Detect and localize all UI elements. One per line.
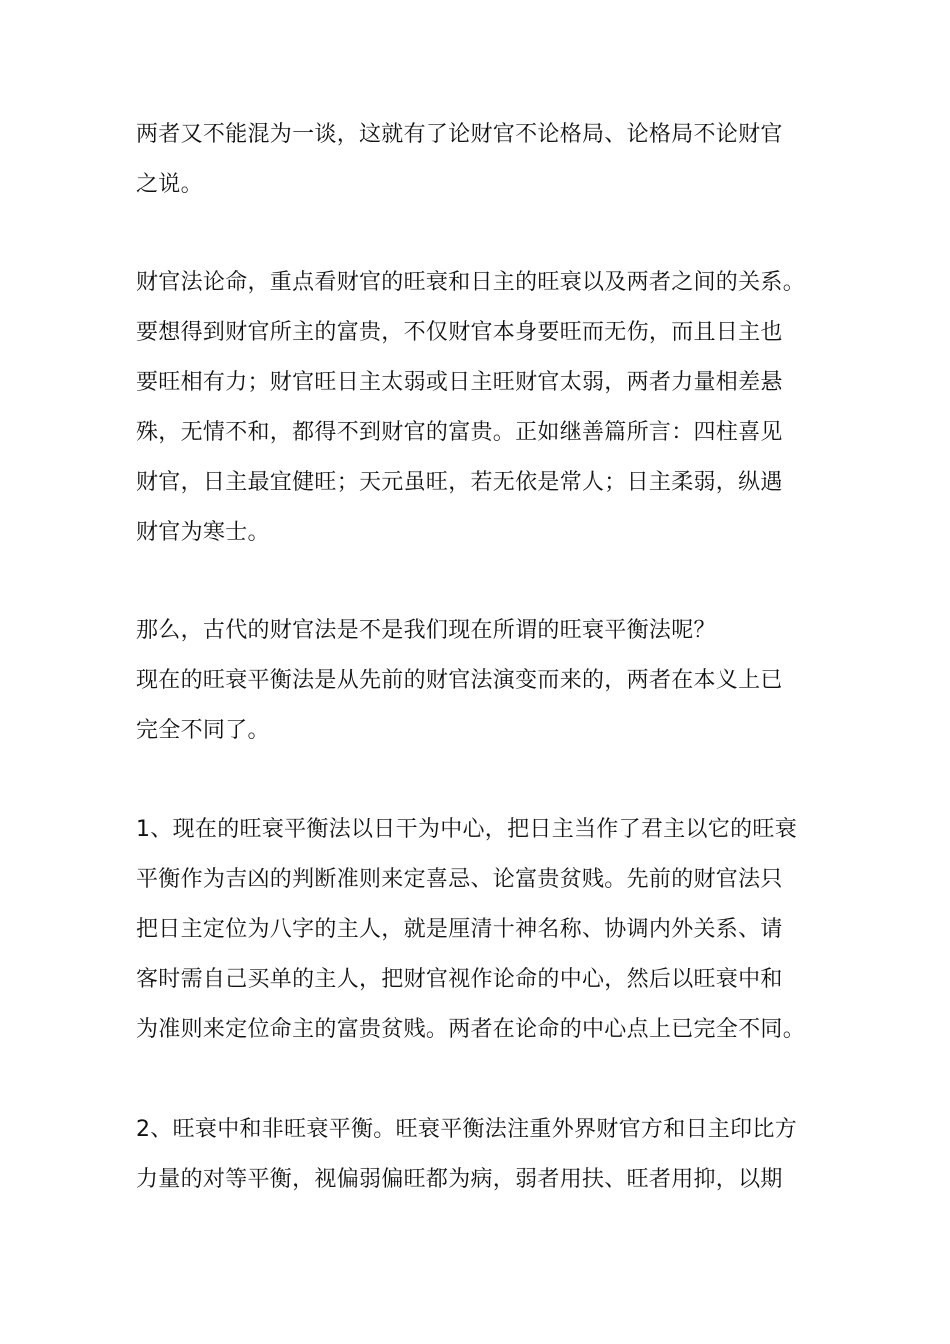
paragraph-1-line-2: 之说。 — [136, 172, 203, 197]
paragraph-4-line-2: 平衡作为吉凶的判断准则来定喜忌、论富贵贫贱。先前的财官法只 — [136, 867, 783, 892]
paragraph-4-line-3: 把日主定位为八字的主人，就是厘清十神名称、协调内外关系、请 — [136, 917, 783, 942]
paragraph-5-line-1: 2、旺衰中和非旺衰平衡。旺衰平衡法注重外界财官方和日主印比方 — [136, 1117, 797, 1142]
paragraph-4-line-1: 1、现在的旺衰平衡法以日干为中心，把日主当作了君主以它的旺衰 — [136, 817, 797, 842]
paragraph-2-line-3: 要旺相有力；财官旺日主太弱或日主旺财官太弱，两者力量相差悬 — [136, 370, 783, 395]
paragraph-3-line-2: 现在的旺衰平衡法是从先前的财官法演变而来的，两者在本义上已 — [136, 668, 783, 693]
paragraph-2-line-2: 要想得到财官所主的富贵，不仅财官本身要旺而无伤，而且日主也 — [136, 320, 783, 345]
paragraph-2-line-6: 财官为寒士。 — [136, 520, 270, 545]
paragraph-3-line-1: 那么，古代的财官法是不是我们现在所谓的旺衰平衡法呢？ — [136, 618, 716, 643]
paragraph-2-line-1: 财官法论命，重点看财官的旺衰和日主的旺衰以及两者之间的关系。 — [136, 270, 806, 295]
paragraph-2-line-4: 殊，无情不和，都得不到财官的富贵。正如继善篇所言：四柱喜见 — [136, 420, 783, 445]
paragraph-5-line-2: 力量的对等平衡，视偏弱偏旺都为病，弱者用扶、旺者用抑，以期 — [136, 1167, 783, 1192]
paragraph-2-line-5: 财官，日主最宜健旺；天元虽旺，若无依是常人；日主柔弱，纵遇 — [136, 470, 783, 495]
paragraph-4-line-4: 客时需自己买单的主人，把财官视作论命的中心，然后以旺衰中和 — [136, 967, 783, 992]
paragraph-4-line-5: 为准则来定位命主的富贵贫贱。两者在论命的中心点上已完全不同。 — [136, 1017, 806, 1042]
paragraph-3-line-3: 完全不同了。 — [136, 718, 270, 743]
paragraph-1-line-1: 两者又不能混为一谈，这就有了论财官不论格局、论格局不论财官 — [136, 122, 783, 147]
